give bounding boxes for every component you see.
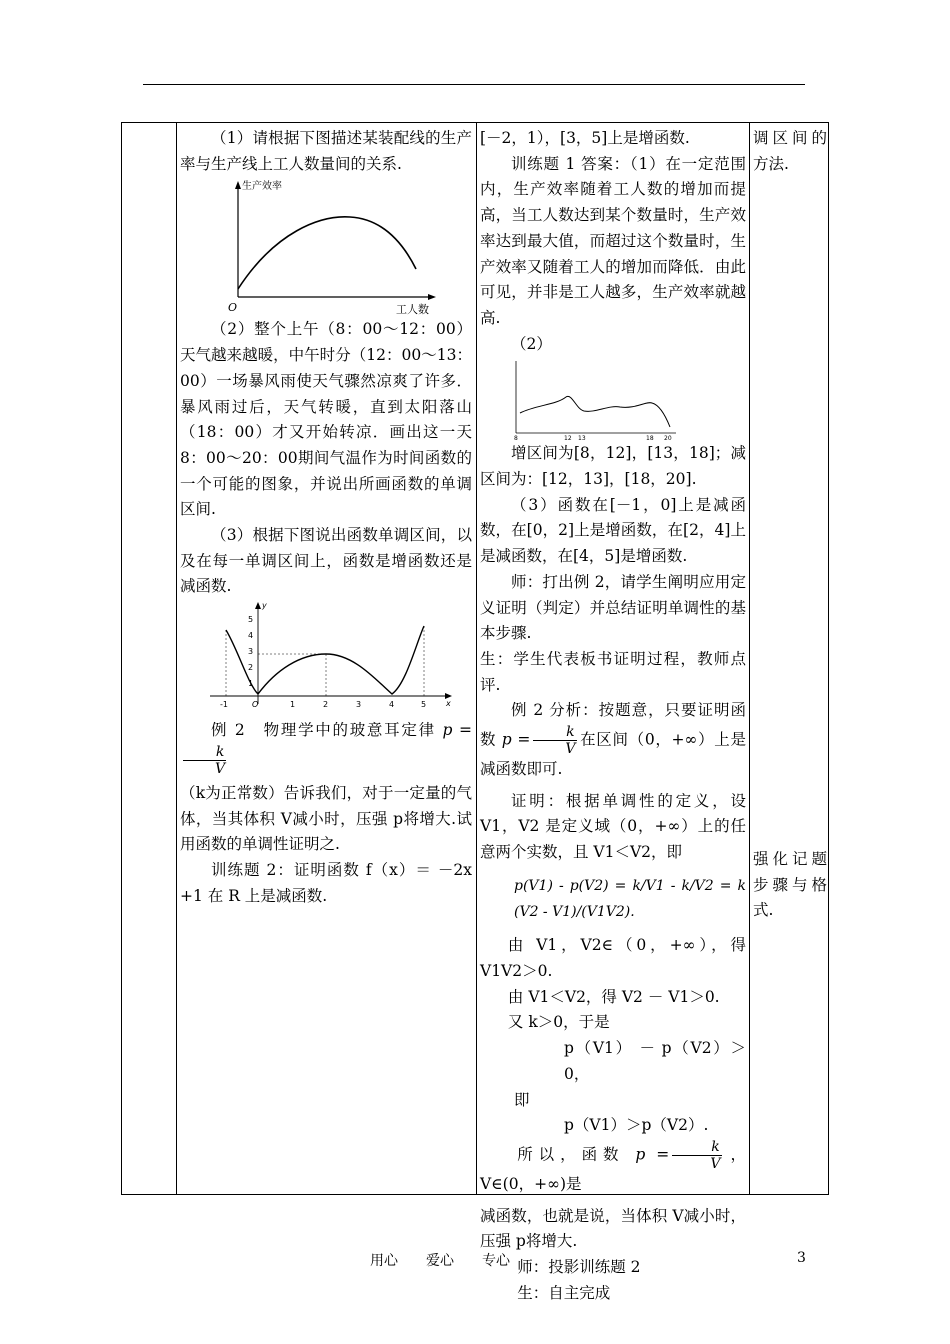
- col-divider: [749, 123, 750, 1194]
- page-number: 3: [797, 1250, 806, 1266]
- teacher-instruction-1: 师：打出例 2，请学生阐明应用定义证明（判定）并总结证明单调性的基本步骤.: [480, 572, 746, 643]
- response-column: [480, 123, 746, 1302]
- fraction-k-over-V: $\frac{k}{V}$: [182, 744, 227, 777]
- graph2-tick: 8: [514, 435, 518, 442]
- intent-column: [753, 123, 827, 1194]
- col-divider: [476, 123, 477, 1194]
- proof-step-5: 即: [514, 1090, 530, 1109]
- graph1-xlabel: 工人数: [396, 303, 429, 317]
- x-tick: 5: [421, 700, 427, 710]
- y-tick: 5: [248, 615, 254, 625]
- proof-step-2: 由 V1＜V2，得 V2 － V1＞0.: [507, 987, 720, 1006]
- intent-format: 强化记题步骤与格式.: [753, 850, 827, 920]
- proof-step-6: p（V1）＞p（V2）.: [564, 1116, 709, 1135]
- header-rule: [143, 84, 805, 85]
- col-divider: [176, 123, 177, 1194]
- proof-step-4: p（V1） － p（V2）＞0，: [564, 1039, 746, 1083]
- graph2-tick: 20: [664, 435, 672, 442]
- student-activity-2: 生：自主完成: [517, 1283, 611, 1302]
- graph2-tick: 18: [646, 435, 654, 442]
- proof-step-3: 又 k＞0，于是: [507, 1013, 610, 1032]
- drill-1-answer: 训练题 1 答案：（1）在一定范围内，生产效率随着工人数的增加而提高，当工人数达到某个数量时，生产效率达到最大值，而超过这个数量时，生产效率又随着工人的增加而降低．由此可见，并非是工人越多，生产效率就越高.: [480, 154, 746, 327]
- graph1-ylabel: 生产效率: [242, 181, 282, 193]
- fraction-k-over-V: $\frac{k}{V}$: [671, 1139, 722, 1172]
- footer-motto: 用心 爱心 专心: [370, 1253, 510, 1269]
- fraction-k-over-V: $\frac{k}{V}$: [532, 724, 577, 757]
- question-3: （3）根据下图说出函数单调区间，以及在每一单调区间上，函数是增函数还是减函数.: [180, 526, 472, 596]
- proof-intro: 证明：根据单调性的定义，设 V1，V2 是定义域（0，+∞）上的任意两个实数，且 V1＜V2，即: [480, 791, 746, 862]
- teacher-instruction-2: 师：投影训练题 2: [517, 1258, 641, 1277]
- activity-column: [180, 123, 472, 1194]
- y-axis-label: y: [262, 601, 267, 611]
- productivity-graph: [180, 177, 472, 317]
- proof-conclusion: 所以，函数 p = $\frac{k}{V}$ ，V∈(0，+∞)是: [480, 1138, 746, 1193]
- x-tick: -1: [220, 700, 228, 710]
- student-activity-1: 生：学生代表板书证明过程，教师点评.: [480, 649, 746, 694]
- x-axis-label: x: [446, 699, 451, 709]
- x-tick: 4: [389, 700, 395, 710]
- answer-3: （3）函数在[－1，0]上是减函数，在[0，2]上是增函数，在[2，4]上是减函数，在[4，5]是增函数.: [480, 495, 746, 566]
- drill-2: 训练题 2：证明函数 f（x）＝ －2x +1 在 R 上是减函数.: [180, 860, 472, 905]
- graph1-origin: O: [228, 301, 238, 315]
- x-tick: 1: [290, 700, 296, 710]
- y-tick: 3: [248, 647, 254, 657]
- proof-formula: p(V1) - p(V2) = k/V1 - k/V2 = k (V2 - V1)/(V1V2).: [514, 877, 746, 920]
- x-tick: 2: [323, 700, 329, 710]
- graph2-tick: 12: [564, 435, 572, 442]
- y-tick: 2: [248, 663, 254, 673]
- temperature-graph: [480, 357, 746, 441]
- x-tick: O: [252, 700, 259, 710]
- x-tick: 3: [356, 700, 362, 710]
- example-2: 例 2 物理学中的玻意耳定律 p = $\frac{k}{V}$: [180, 718, 472, 777]
- monotonic-intervals: 增区间为[8，12]，[13，18]；减区间为：[12，13]，[18，20].: [480, 444, 746, 489]
- question-2: （2）整个上午（8：00～12：00）天气越来越暖，中午时分（12：00～13：00）一场暴风雨使天气骤然凉爽了许多．暴风雨过后，天气转暖，直到太阳落山（18：00）才又开始转凉．画出这一天8：00～20：00期间气温作为时间函数的一个可能的图象，并说出所画函数的单调区间.: [180, 320, 472, 519]
- proof-step-1: 由 V1，V2∈（0，+∞），得 V1V2＞0.: [480, 936, 746, 980]
- y-tick: 1: [248, 679, 254, 689]
- y-tick: 4: [248, 631, 254, 641]
- graph2-tick: 13: [578, 435, 586, 442]
- intent-method: 调区间的方法.: [753, 129, 827, 173]
- increasing-intervals: [－2，1），[3，5]上是增函数.: [480, 129, 690, 147]
- example-2-analysis: 例 2 分析：按题意，只要证明函数 p = $\frac{k}{V}$ 在区间（0，+∞）上是减函数即可.: [480, 701, 746, 779]
- question-1: （1）请根据下图描述某装配线的生产率与生产线上工人数量间的关系.: [180, 129, 472, 173]
- answer-2-label: （2）: [511, 334, 552, 353]
- example-2-text: （k为正常数）告诉我们，对于一定量的气体，当其体积 V减小时，压强 p将增大.试用函数的单调性证明之.: [180, 783, 472, 854]
- function-graph: [180, 600, 472, 712]
- proof-conclusion-text: 减函数，也就是说，当体积 V减小时，压强 p将增大.: [480, 1206, 746, 1251]
